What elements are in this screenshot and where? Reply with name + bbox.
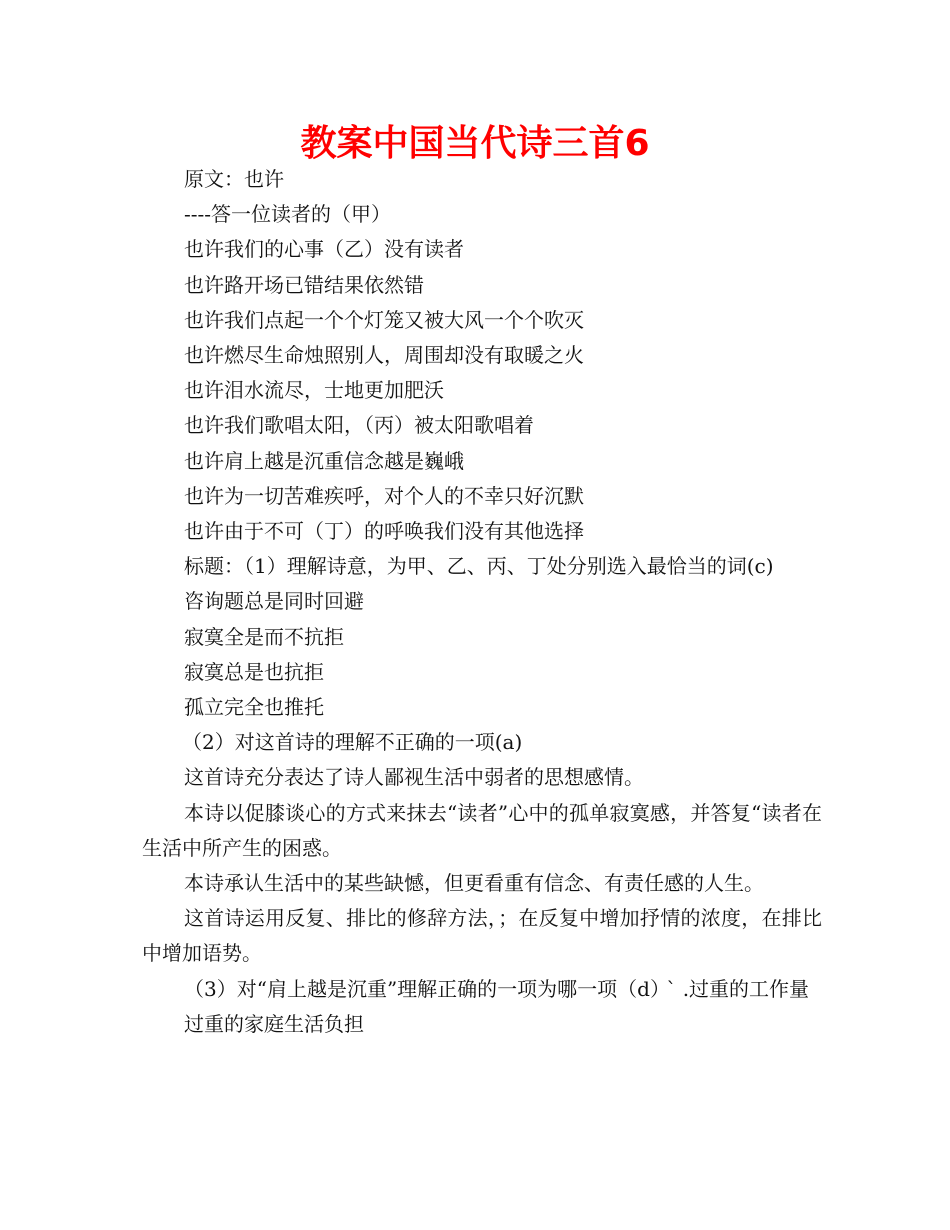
answer-option: 寂寞全是而不抗拒 (184, 624, 344, 649)
text-line: 也许泪水流尽，士地更加肥沃 (184, 378, 444, 403)
question-1-stem: 标题：（1）理解诗意，为甲、乙、丙、丁处分别选入最恰当的词(c) (184, 554, 774, 579)
text-line: 也许燃尽生命烛照别人，周围却没有取暖之火 (184, 343, 584, 368)
document-title: 教案中国当代诗三首6 (300, 123, 650, 164)
answer-option: 咨询题总是同时回避 (184, 589, 364, 614)
text-line: 也许我们歌唱太阳，（丙）被太阳歌唱着 (184, 413, 534, 438)
answer-option: 这首诗充分表达了诗人鄙视生活中弱者的思想感情。 (184, 765, 644, 790)
text-line: 也许路开场已错结果依然错 (184, 272, 424, 297)
answer-option: 过重的家庭生活负担 (184, 1011, 364, 1036)
document-body (142, 162, 822, 1042)
answer-option: 本诗承认生活中的某些缺憾，但更看重有信念、有责任感的人生。 (184, 871, 764, 896)
text-line: 也许为一切苦难疾呼，对个人的不幸只好沉默 (184, 483, 584, 508)
text-line: 也许我们点起一个个灯笼又被大风一个个吹灭 (184, 307, 584, 332)
text-line: 也许由于不可（丁）的呼唤我们没有其他选择 (184, 519, 584, 544)
answer-option: 寂寞总是也抗拒 (184, 659, 324, 684)
answer-option: 孤立完全也推托 (184, 695, 324, 720)
question-3-stem: （3）对“肩上越是沉重”理解正确的一项为哪一项（d） ̀ .过重的工作量 (184, 976, 810, 1001)
text-line: 也许肩上越是沉重信念越是巍峨 (184, 448, 464, 473)
text-line: ----答一位读者的（甲） (184, 202, 392, 227)
question-2-stem: （2）对这首诗的理解不正确的一项(a) (182, 730, 523, 755)
text-line: 原文：也许 (184, 167, 284, 191)
text-line: 也许我们的心事（乙）没有读者 (184, 237, 464, 262)
answer-option: 这首诗运用反复、排比的修辞方法，；在反复中增加抒情的浓度，在排比中增加语势。 (142, 906, 822, 966)
answer-option: 本诗以促膝谈心的方式来抹去“读者”心中的孤单寂寞感，并答复“读者在生活中所产生的困惑。 (142, 800, 822, 860)
